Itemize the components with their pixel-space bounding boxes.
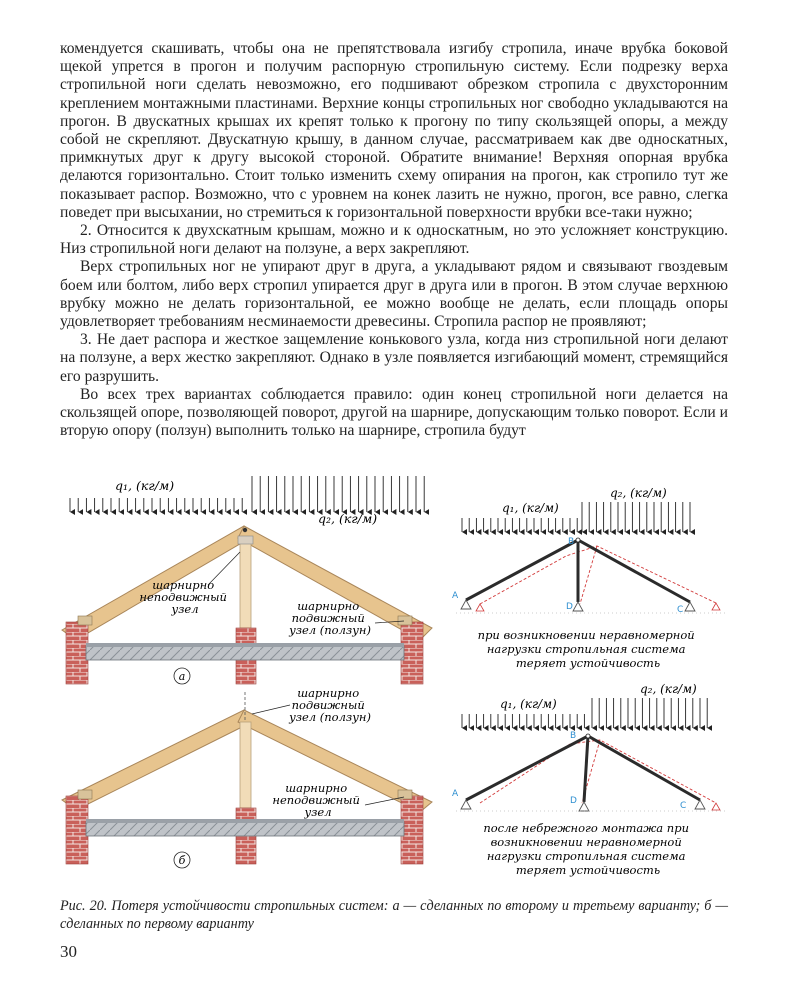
node-c-s2: C xyxy=(680,801,687,811)
ridge-post-a xyxy=(240,540,251,628)
paragraph-1: комендуется скашивать, чтобы она не препятствовала изгибу стропила, иначе врубка боковой щекой упрется в прогон и получим распорную стропильную систему. Если подрезку верха стропильной ноги сделать невозможно, его подшивают обрезком стропила с двухсторонним креплением монтажными пластинами. Верхние концы стропильных ног свободно укладываются на прогон. В двускатных крышах их крепят только к прогону по типу скользящей опоры, а между собой не скрепляют. Двускатную крышу, в данном случае, рассматриваем как две односкатных, примкнутых друг к другу высокой стороной. Обратите внимание! Верхняя опорная врубка делаются горизонтально. Стоит только изменить схему опирания на прогон, как стропило тут же показывает распор. Возможно, что с уровнем на конек лазить не нужно, прогон, все равно, слегка поведет при высыхании, но стремиться к горизонтальной поверхности врубки все-таки нужно; xyxy=(60,40,728,221)
support-c-s2 xyxy=(695,800,705,809)
node-a-s2: A xyxy=(452,789,459,799)
node-b-s2: B xyxy=(570,731,577,741)
load-label-q1-s2: q₁, (кг/м) xyxy=(500,697,557,711)
load-label-q1-a: q₁, (кг/м) xyxy=(115,478,175,493)
node-d-s1: D xyxy=(566,602,573,612)
label-fixed-hinge-b: шарнирно неподвижный узел xyxy=(272,781,360,819)
truss-post-s2 xyxy=(584,736,588,802)
load-label-q1-s1: q₁, (кг/м) xyxy=(502,501,559,515)
load-label-q2-s1: q₂, (кг/м) xyxy=(610,486,667,500)
wallplate-right-a xyxy=(398,616,412,625)
support-c-shift-s2 xyxy=(712,803,720,810)
node-a-s1: A xyxy=(452,591,459,601)
ridge-node-a xyxy=(243,528,247,532)
node-d-s2: D xyxy=(570,796,577,806)
scheme1-caption: при возникновении неравномерной нагрузки стропильная система теряет устойчивость xyxy=(477,628,695,670)
node-b-s1: B xyxy=(568,537,575,547)
drawing-b xyxy=(62,686,432,868)
floor-slab-b xyxy=(86,822,404,836)
load-arrows-q1-s1 xyxy=(462,518,577,532)
wall-left-b xyxy=(66,796,88,864)
truss-s2 xyxy=(466,736,700,800)
load-arrows-q2-s1 xyxy=(582,502,690,532)
wall-left-a xyxy=(66,622,88,684)
label-sliding-hinge-a: шарнирно подвижный узел (ползун) xyxy=(289,599,371,637)
node-b-dot-s2 xyxy=(586,734,590,738)
support-a-shift-s1 xyxy=(476,604,484,611)
label-fixed-hinge-a: шарнирно неподвижный узел xyxy=(139,578,227,616)
paragraph-2: 2. Относится к двухскатным крышам, можно и к односкатным, но это усложняет конструкцию. Низ стропильной ноги делают на ползуне, а верх закрепляют. xyxy=(60,222,728,258)
wallplate-left-b xyxy=(78,790,92,799)
support-d-s2 xyxy=(579,802,589,811)
load-arrows-q1-s2 xyxy=(462,714,584,728)
node-c-s1: C xyxy=(677,605,684,615)
ridge-purlin-a xyxy=(238,536,253,544)
slab-top-b xyxy=(86,819,404,823)
paragraph-4: 3. Не дает распора и жесткое защемление конькового узла, когда низ стропильной ноги делают на ползуне, а верх жестко закрепляют. Однако в узле появляется изгибающий момент, стремящийся его разрушить. xyxy=(60,331,728,385)
deformed-shape-s2 xyxy=(480,740,716,803)
slab-top-a xyxy=(86,643,404,647)
load-arrows-q2-s2 xyxy=(592,698,707,728)
scheme-1 xyxy=(452,486,726,670)
leader-sliding-b xyxy=(252,705,290,714)
paragraph-5: Во всех трех вариантах соблюдается правило: один конец стропильной ноги делается на скользящей опоре, позволяющей поворот, другой на шарнире, допускающим только поворот. Если и вторую опору (ползун) выполнить только на шарнире, стропила будут xyxy=(60,385,728,440)
scheme-2 xyxy=(452,682,726,877)
scheme2-caption: после небрежного монтажа при возникновении неравномерной нагрузки стропильная система теряет устойчивость xyxy=(483,821,689,877)
drawing-a xyxy=(62,476,432,684)
ridge-post-b xyxy=(240,722,251,808)
paragraph-3: Верх стропильных ног не упирают друг в друга, а укладывают рядом и связывают гвоздевым боем или болтом, либо верх стропил упирается друг в друга или в прогон. В этом случае верхнюю врубку можно не делать горизонтальной, ее можно вообще не делать, если площадь опоры удовлетворяет требованиям несминаемости древесины. Стропила распор не проявляют; xyxy=(60,258,728,331)
node-b-dot-s1 xyxy=(576,538,580,542)
label-b: б xyxy=(178,854,186,867)
support-a-s2 xyxy=(461,800,471,809)
load-label-q2-a: q₂, (кг/м) xyxy=(318,511,378,526)
load-arrows-q1-a xyxy=(70,498,242,512)
deformed-post-s1 xyxy=(580,546,597,604)
label-sliding-hinge-b: шарнирно подвижный узел (ползун) xyxy=(289,686,371,724)
support-c-shift-s1 xyxy=(712,603,720,610)
support-a-s1 xyxy=(461,600,471,609)
label-a: а xyxy=(178,670,186,683)
load-arrows-q2-a xyxy=(252,476,424,512)
wallplate-left-a xyxy=(78,616,92,625)
support-c-s1 xyxy=(685,602,695,611)
load-label-q2-s2: q₂, (кг/м) xyxy=(640,682,697,696)
support-d-s1 xyxy=(573,602,583,611)
floor-slab-a xyxy=(86,646,404,660)
figure-caption: Рис. 20. Потеря устойчивости стропильных систем: а — сделанных по второму и третьему варианту; б — сделанных по первому варианту xyxy=(60,898,728,932)
page-number: 30 xyxy=(60,942,77,961)
